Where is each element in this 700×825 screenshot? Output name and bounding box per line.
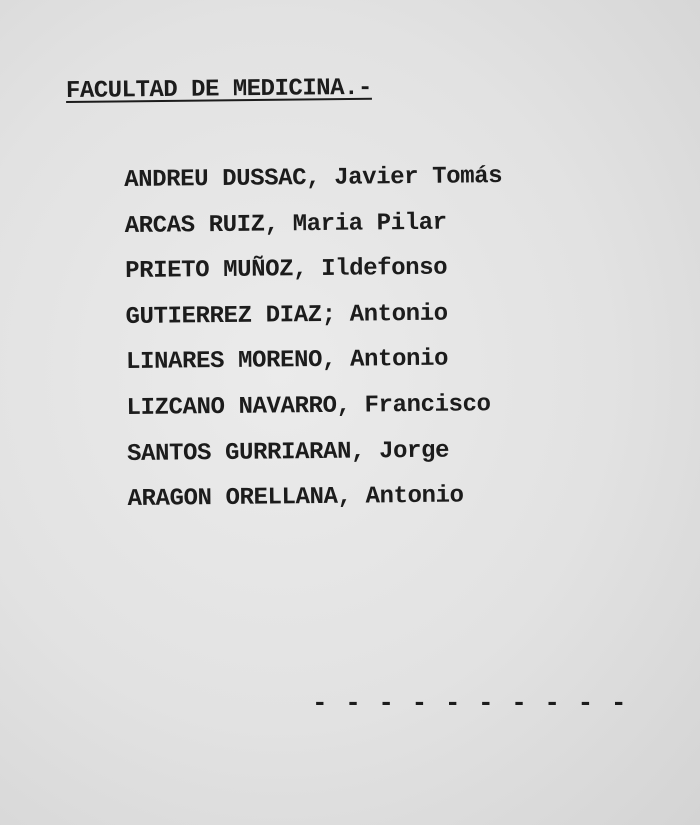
- closing-dash-line: - - - - - - - - - -: [312, 688, 628, 718]
- name-entry: SANTOS GURRIARAN, Jorge: [126, 437, 450, 468]
- faculty-heading: [66, 75, 372, 105]
- name-entry: ARAGON ORELLANA, Antonio: [127, 482, 464, 514]
- name-entry: PRIETO MUÑOZ, Ildefonso: [124, 254, 448, 286]
- name-entry: ARCAS RUIZ, Maria Pilar: [124, 209, 447, 240]
- name-entry: ANDREU DUSSAC, Javier Tomás: [124, 163, 503, 194]
- name-entry: GUTIERREZ DIAZ; Antonio: [125, 300, 448, 331]
- name-entry: LINARES MORENO, Antonio: [125, 345, 449, 377]
- faculty-heading-text: FACULTAD DE MEDICINA.-: [65, 74, 372, 105]
- name-list: [124, 159, 506, 528]
- name-entry: LIZCANO NAVARRO, Francisco: [126, 391, 491, 422]
